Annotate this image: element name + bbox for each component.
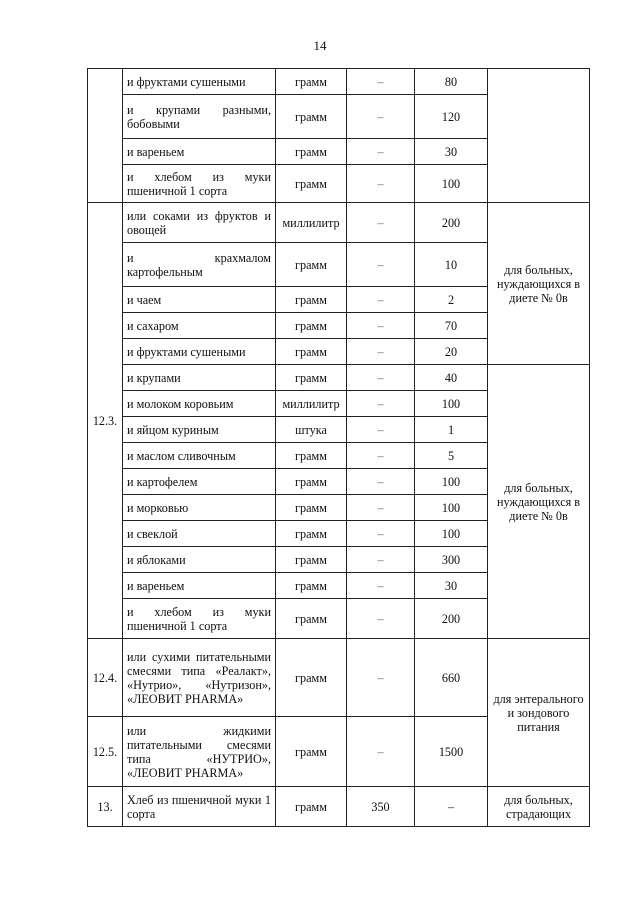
quantity-col-1: – <box>347 443 415 469</box>
quantity-col-2: 200 <box>415 203 488 243</box>
quantity-col-2: 100 <box>415 165 488 203</box>
quantity-col-1: – <box>347 139 415 165</box>
quantity-col-1: – <box>347 639 415 717</box>
unit-of-measure: грамм <box>276 469 347 495</box>
product-name: и вареньем <box>123 139 276 165</box>
quantity-col-2: 10 <box>415 243 488 287</box>
diet-note <box>488 69 590 203</box>
quantity-col-2: 300 <box>415 547 488 573</box>
product-name: Хлеб из пшеничной муки 1 сорта <box>123 787 276 827</box>
item-number: 12.3. <box>88 203 123 639</box>
table-row <box>88 69 590 95</box>
unit-of-measure: грамм <box>276 599 347 639</box>
quantity-col-1: – <box>347 521 415 547</box>
quantity-col-2: 1 <box>415 417 488 443</box>
quantity-col-2: 40 <box>415 365 488 391</box>
unit-of-measure: грамм <box>276 313 347 339</box>
quantity-col-1: – <box>347 495 415 521</box>
diet-note: для больных, страдающих <box>488 787 590 827</box>
product-name: и вареньем <box>123 573 276 599</box>
quantity-col-1: – <box>347 365 415 391</box>
quantity-col-2: 120 <box>415 95 488 139</box>
table-row <box>88 365 590 391</box>
product-name: и молоком коровьим <box>123 391 276 417</box>
quantity-col-1: – <box>347 599 415 639</box>
unit-of-measure: миллилитр <box>276 203 347 243</box>
unit-of-measure: грамм <box>276 717 347 787</box>
unit-of-measure: грамм <box>276 365 347 391</box>
quantity-col-2: 80 <box>415 69 488 95</box>
quantity-col-1: – <box>347 547 415 573</box>
quantity-col-2: 20 <box>415 339 488 365</box>
quantity-col-1: – <box>347 165 415 203</box>
unit-of-measure: грамм <box>276 243 347 287</box>
product-name: и яйцом куриным <box>123 417 276 443</box>
product-name: и маслом сливочным <box>123 443 276 469</box>
product-name: или жидкими питательными смесями типа «НУТРИО», «ЛЕОВИТ PHARMA» <box>123 717 276 787</box>
product-name: и сахаром <box>123 313 276 339</box>
product-name: и хлебом из муки пшеничной 1 сорта <box>123 165 276 203</box>
product-name: и яблоками <box>123 547 276 573</box>
quantity-col-2: 1500 <box>415 717 488 787</box>
quantity-col-1: – <box>347 417 415 443</box>
unit-of-measure: грамм <box>276 495 347 521</box>
diet-note: для энтерального и зондового питания <box>488 639 590 787</box>
ration-table <box>87 68 590 827</box>
product-name: и крупами разными, бобовыми <box>123 95 276 139</box>
quantity-col-1: – <box>347 717 415 787</box>
quantity-col-2: – <box>415 787 488 827</box>
table-row <box>88 639 590 717</box>
product-name: или соками из фруктов и овощей <box>123 203 276 243</box>
quantity-col-2: 70 <box>415 313 488 339</box>
unit-of-measure: штука <box>276 417 347 443</box>
quantity-col-2: 100 <box>415 521 488 547</box>
table-row <box>88 787 590 827</box>
unit-of-measure: грамм <box>276 443 347 469</box>
unit-of-measure: грамм <box>276 139 347 165</box>
item-number: 12.5. <box>88 717 123 787</box>
quantity-col-2: 2 <box>415 287 488 313</box>
unit-of-measure: грамм <box>276 95 347 139</box>
diet-note: для больных, нуждающихся в диете № 0в <box>488 203 590 365</box>
product-name: и фруктами сушеными <box>123 69 276 95</box>
product-name: или сухими питательными смесями типа «Реалакт», «Нутрио», «Нутризон», «ЛЕОВИТ PHARMA» <box>123 639 276 717</box>
unit-of-measure: грамм <box>276 69 347 95</box>
item-number <box>88 69 123 203</box>
product-name: и картофелем <box>123 469 276 495</box>
item-number: 13. <box>88 787 123 827</box>
unit-of-measure: грамм <box>276 639 347 717</box>
product-name: и крахмалом картофельным <box>123 243 276 287</box>
item-number: 12.4. <box>88 639 123 717</box>
quantity-col-2: 100 <box>415 391 488 417</box>
unit-of-measure: грамм <box>276 573 347 599</box>
quantity-col-1: – <box>347 469 415 495</box>
unit-of-measure: грамм <box>276 287 347 313</box>
page-number: 14 <box>313 38 327 53</box>
quantity-col-1: – <box>347 69 415 95</box>
unit-of-measure: грамм <box>276 547 347 573</box>
quantity-col-2: 100 <box>415 469 488 495</box>
quantity-col-1: – <box>347 313 415 339</box>
unit-of-measure: грамм <box>276 787 347 827</box>
quantity-col-1: – <box>347 287 415 313</box>
quantity-col-1: – <box>347 339 415 365</box>
quantity-col-2: 5 <box>415 443 488 469</box>
quantity-col-2: 30 <box>415 573 488 599</box>
quantity-col-2: 660 <box>415 639 488 717</box>
quantity-col-2: 200 <box>415 599 488 639</box>
unit-of-measure: миллилитр <box>276 391 347 417</box>
quantity-col-1: – <box>347 203 415 243</box>
table-row <box>88 203 590 243</box>
unit-of-measure: грамм <box>276 339 347 365</box>
product-name: и хлебом из муки пшеничной 1 сорта <box>123 599 276 639</box>
diet-note: для больных, нуждающихся в диете № 0в <box>488 365 590 639</box>
quantity-col-1: 350 <box>347 787 415 827</box>
product-name: и фруктами сушеными <box>123 339 276 365</box>
quantity-col-1: – <box>347 573 415 599</box>
quantity-col-1: – <box>347 391 415 417</box>
unit-of-measure: грамм <box>276 165 347 203</box>
product-name: и свеклой <box>123 521 276 547</box>
product-name: и морковью <box>123 495 276 521</box>
quantity-col-1: – <box>347 243 415 287</box>
product-name: и крупами <box>123 365 276 391</box>
quantity-col-2: 100 <box>415 495 488 521</box>
product-name: и чаем <box>123 287 276 313</box>
quantity-col-2: 30 <box>415 139 488 165</box>
quantity-col-1: – <box>347 95 415 139</box>
unit-of-measure: грамм <box>276 521 347 547</box>
